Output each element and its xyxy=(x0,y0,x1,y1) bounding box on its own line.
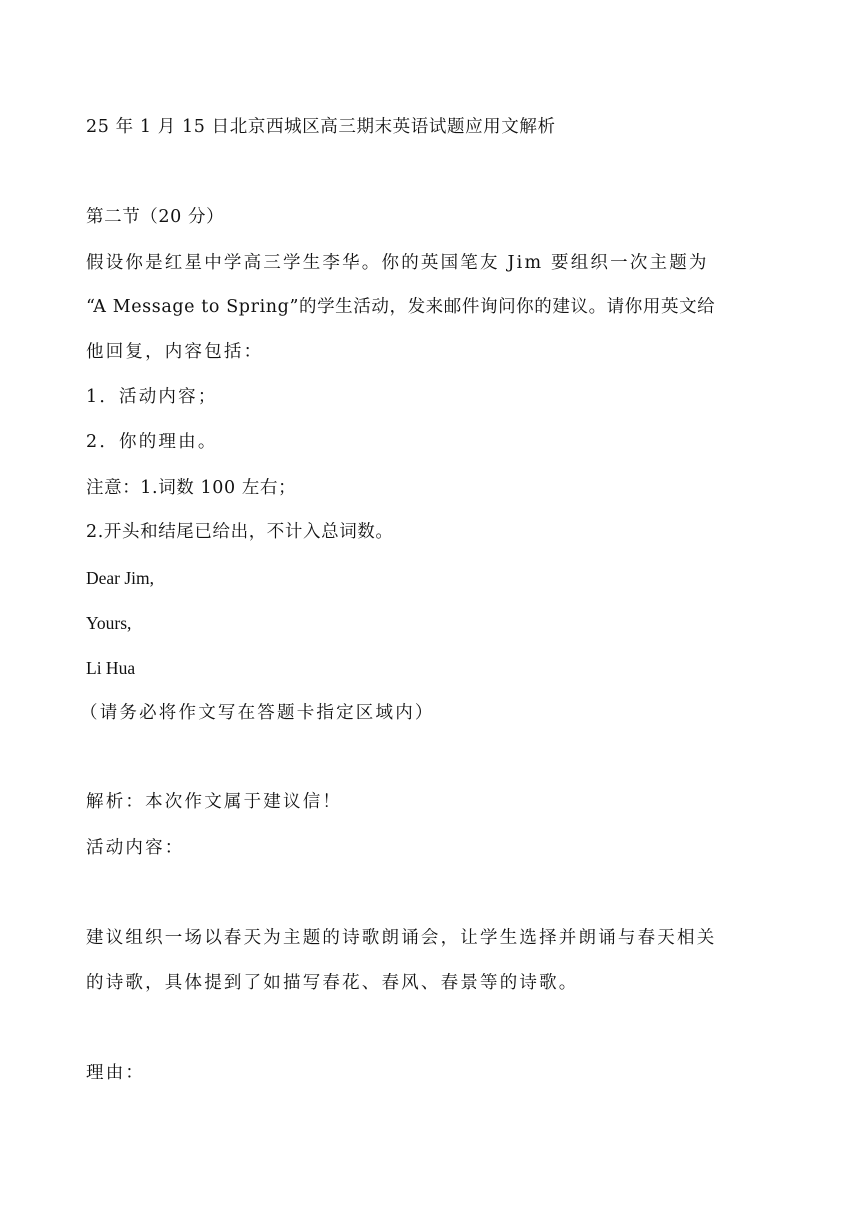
letter-closing: Yours, xyxy=(86,613,132,633)
reason-heading: 理由： xyxy=(86,1063,146,1083)
point-2: 2．你的理由。 xyxy=(86,432,218,452)
note-1: 注意：1.词数 100 左右； xyxy=(86,478,297,498)
prompt-line-3: 他回复，内容包括： xyxy=(86,342,264,362)
content-line-1: 建议组织一场以春天为主题的诗歌朗诵会，让学生选择并朗诵与春天相关 xyxy=(86,928,717,948)
note-2: 2.开头和结尾已给出，不计入总词数。 xyxy=(86,522,394,542)
answer-sheet-reminder: （请务必将作文写在答题卡指定区域内） xyxy=(80,703,435,723)
document-title: 25 年 1 月 15 日北京西城区高三期末英语试题应用文解析 xyxy=(86,117,556,137)
section-heading: 第二节（20 分） xyxy=(86,207,225,227)
content-line-2: 的诗歌，具体提到了如描写春花、春风、春景等的诗歌。 xyxy=(86,973,579,993)
letter-signature: Li Hua xyxy=(86,658,136,678)
letter-greeting: Dear Jim, xyxy=(86,568,155,588)
prompt-line-2: “A Message to Spring”的学生活动，发来邮件询问你的建议。请你用英文给 xyxy=(86,297,716,317)
prompt-line-1: 假设你是红星中学高三学生李华。你的英国笔友 Jim 要组织一次主题为 xyxy=(86,253,709,273)
analysis-intro: 解析：本次作文属于建议信！ xyxy=(86,792,343,812)
point-1: 1．活动内容； xyxy=(86,387,218,407)
content-heading: 活动内容： xyxy=(86,838,185,858)
